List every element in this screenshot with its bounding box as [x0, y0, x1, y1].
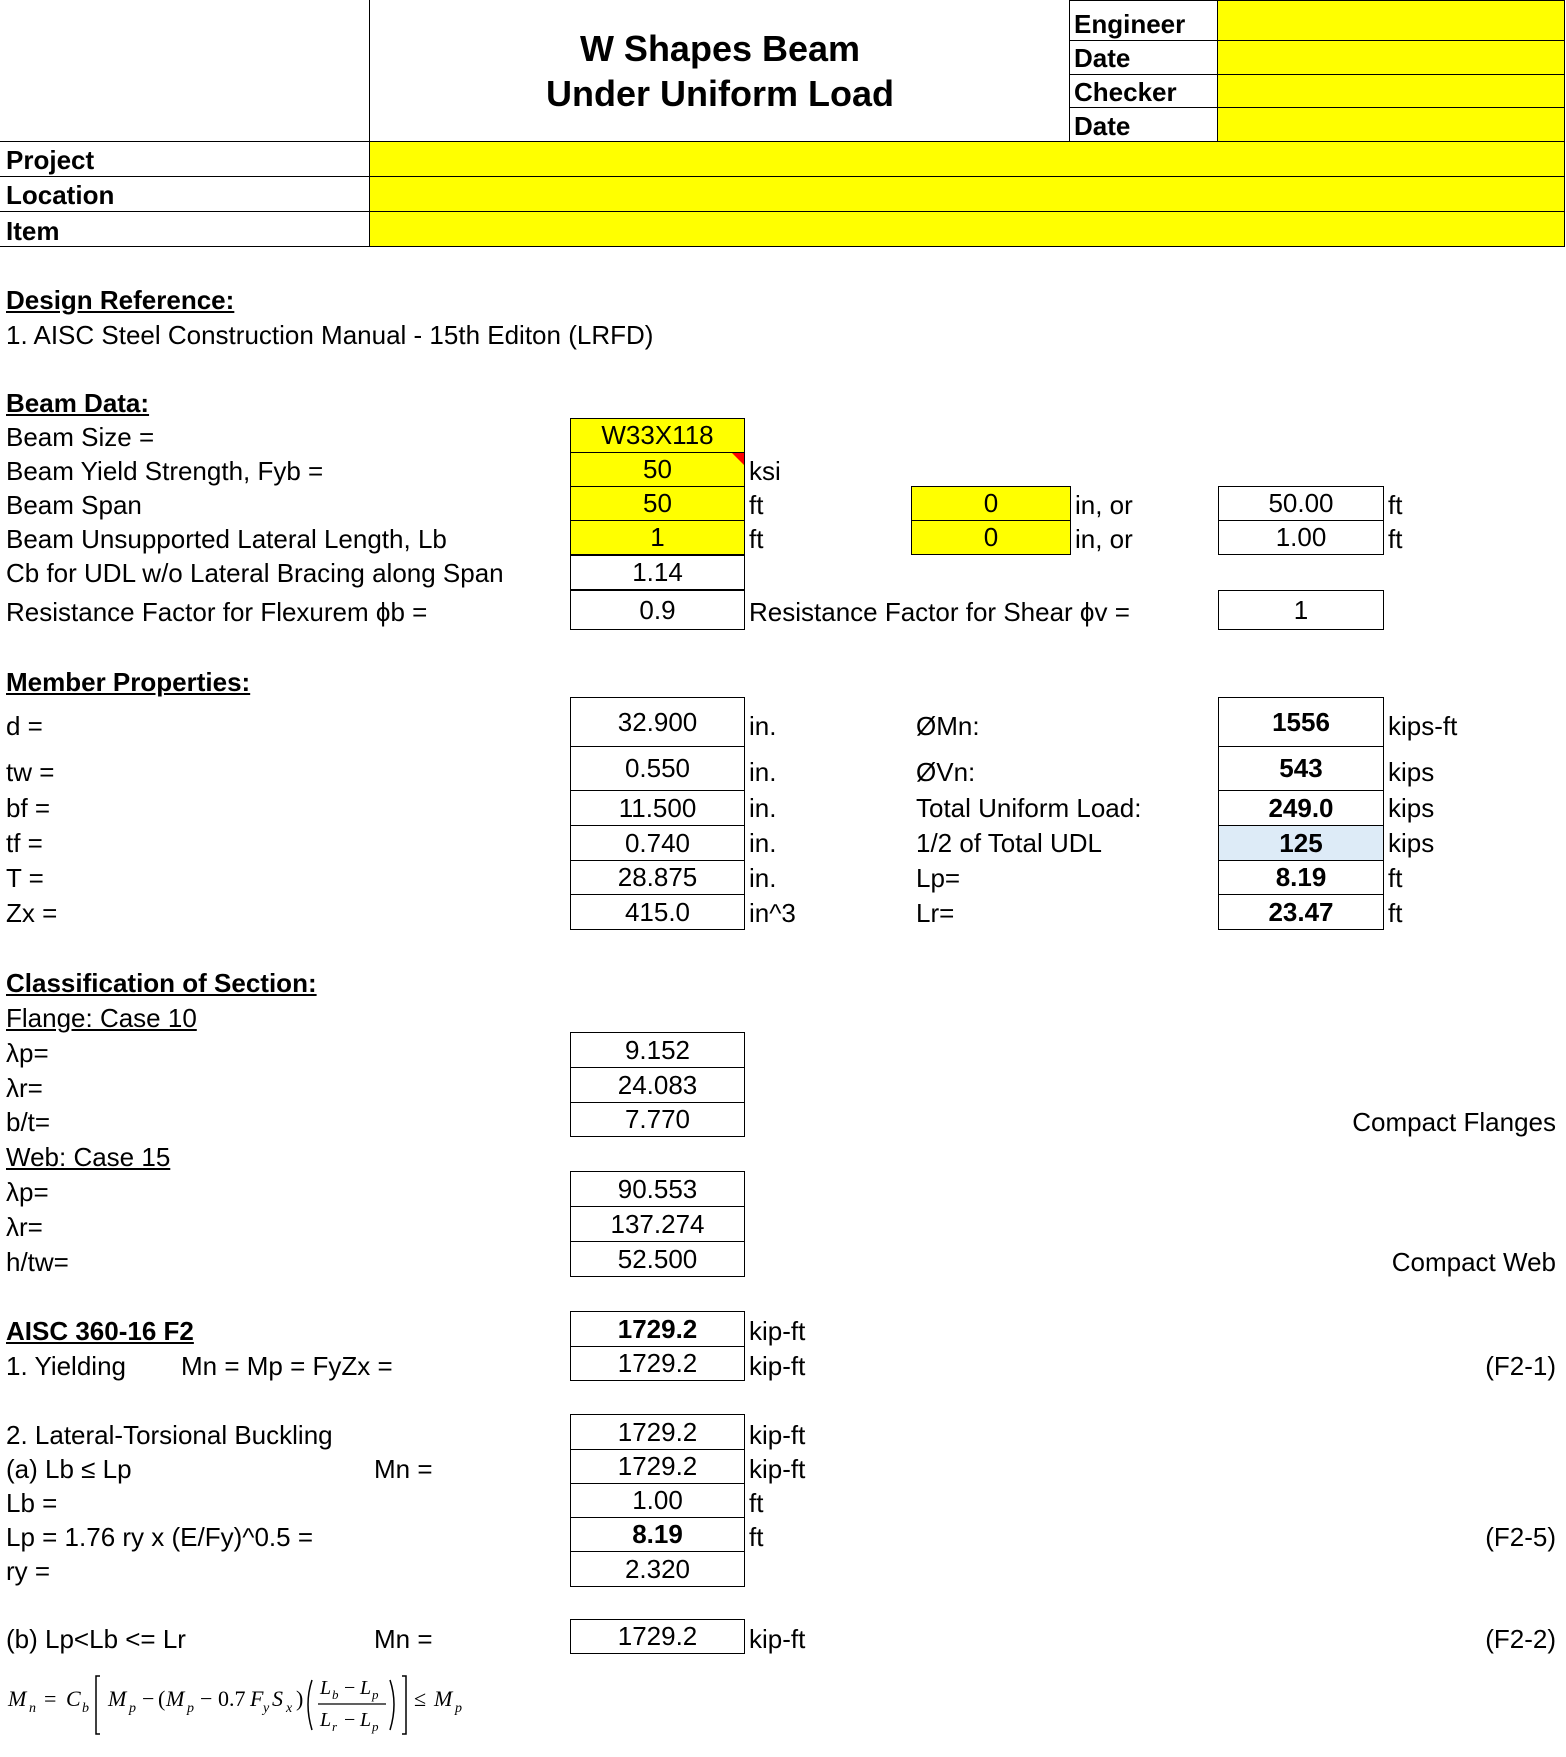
fyb-label: Beam Yield Strength, Fyb =: [6, 456, 324, 486]
prop-label-tw: tw =: [6, 757, 55, 787]
prop-value-d: 32.900: [570, 697, 745, 747]
span-label: Beam Span: [6, 490, 142, 520]
svg-text:0.7: 0.7: [218, 1686, 246, 1711]
lb-total-value: 1.00: [1218, 520, 1384, 555]
result-unit-phimn: kips-ft: [1388, 711, 1458, 741]
phiv-value: 1: [1218, 590, 1384, 630]
f2-heading: AISC 360-16 F2: [6, 1316, 194, 1346]
lp-formula-ref: (F2-5): [1485, 1522, 1556, 1552]
lb-in-unit: in, or: [1075, 524, 1133, 554]
span-in-unit: in, or: [1075, 490, 1133, 520]
fyb-unit: ksi: [749, 456, 781, 486]
engineer-label: Engineer: [1074, 9, 1186, 39]
prop-unit-tf: in.: [749, 828, 777, 858]
comment-marker-icon[interactable]: [732, 453, 744, 465]
flange-lambda-r-label: λr=: [6, 1073, 43, 1103]
ry-value: 2.320: [570, 1551, 745, 1587]
yielding-formula: Mn = Mp = FyZx =: [181, 1351, 393, 1381]
f2-heading-value: 1729.2: [570, 1311, 745, 1347]
case-a-mn-label: Mn =: [374, 1454, 433, 1484]
case-a-label: (a) Lb ≤ Lp: [6, 1454, 132, 1484]
title-line-1: W Shapes Beam: [579, 28, 861, 69]
title-line-2: Under Uniform Load: [546, 73, 894, 114]
lb-check-unit: ft: [749, 1488, 764, 1518]
svg-text:y: y: [263, 1701, 270, 1716]
ltb-equation-image: [4, 1658, 504, 1738]
svg-text:n: n: [29, 1701, 36, 1716]
beam-size-label: Beam Size =: [6, 422, 155, 452]
svg-text:L: L: [360, 1709, 372, 1731]
flange-lambda-p-label: λp=: [6, 1038, 49, 1068]
svg-text:L: L: [320, 1677, 332, 1699]
result-value-phimn: 1556: [1218, 697, 1384, 747]
svg-text:p: p: [187, 1701, 194, 1716]
lb-ft-input[interactable]: 1: [570, 520, 745, 555]
result-label-half-udl: 1/2 of Total UDL: [916, 828, 1102, 858]
svg-text:−: −: [344, 1677, 356, 1699]
lb-check-label: Lb =: [6, 1488, 58, 1518]
location-label: Location: [6, 180, 115, 210]
svg-text:M: M: [108, 1686, 127, 1711]
prop-label-zx: Zx =: [6, 898, 58, 928]
design-reference-heading: Design Reference:: [6, 285, 235, 315]
case-b-ref: (F2-2): [1485, 1624, 1556, 1654]
prop-unit-zx: in^3: [749, 898, 796, 928]
prop-label-T: T =: [6, 863, 44, 893]
lp-formula-value: 8.19: [570, 1517, 745, 1552]
flange-lambda-r-value: 24.083: [570, 1067, 745, 1103]
web-htw-label: h/tw=: [6, 1247, 69, 1277]
span-total-value: 50.00: [1218, 486, 1384, 521]
result-unit-lp: ft: [1388, 863, 1403, 893]
lp-formula-label: Lp = 1.76 ry x (E/Fy)^0.5 =: [6, 1522, 313, 1552]
prop-value-tf: 0.740: [570, 825, 745, 861]
svg-text:p: p: [455, 1701, 462, 1716]
svg-text:x: x: [286, 1701, 293, 1716]
result-unit-total-load: kips: [1388, 793, 1435, 823]
case-b-mn-label: Mn =: [374, 1624, 433, 1654]
web-htw-value: 52.500: [570, 1241, 745, 1277]
svg-text:r: r: [332, 1719, 338, 1734]
flange-bt-label: b/t=: [6, 1107, 51, 1137]
svg-text:S: S: [272, 1686, 283, 1711]
design-reference-item: 1. AISC Steel Construction Manual - 15th Editon (LRFD): [6, 320, 654, 350]
ltb-unit: kip-ft: [749, 1420, 806, 1450]
web-result: Compact Web: [1391, 1247, 1556, 1277]
prop-label-d: d =: [6, 711, 43, 741]
result-unit-phivn: kips: [1388, 757, 1435, 787]
item-label: Item: [6, 216, 60, 246]
page-title: [370, 26, 1070, 116]
ltb-value: 1729.2: [570, 1414, 745, 1450]
result-label-phimn: ØMn:: [916, 711, 980, 741]
cb-label: Cb for UDL w/o Lateral Bracing along Span: [6, 558, 504, 588]
web-lambda-p-value: 90.553: [570, 1171, 745, 1207]
prop-unit-tw: in.: [749, 757, 777, 787]
result-value-half-udl: 125: [1218, 825, 1384, 861]
result-value-lr: 23.47: [1218, 894, 1384, 930]
result-label-lp: Lp=: [916, 863, 961, 893]
prop-label-tf: tf =: [6, 828, 43, 858]
result-label-lr: Lr=: [916, 898, 955, 928]
lb-label: Beam Unsupported Lateral Length, Lb: [6, 524, 447, 554]
date-label: Date: [1074, 43, 1131, 73]
svg-text:M: M: [8, 1686, 27, 1711]
svg-text:−: −: [200, 1686, 213, 1711]
phiv-label: Resistance Factor for Shear ϕv =: [749, 597, 1130, 627]
svg-text:M: M: [434, 1686, 453, 1711]
prop-label-bf: bf =: [6, 793, 51, 823]
result-value-total-load: 249.0: [1218, 790, 1384, 826]
web-case-heading: Web: Case 15: [6, 1142, 171, 1172]
project-input-field[interactable]: [370, 142, 1564, 246]
result-unit-lr: ft: [1388, 898, 1403, 928]
svg-text:C: C: [66, 1686, 81, 1711]
lb-ft-unit: ft: [749, 524, 764, 554]
svg-text:p: p: [372, 1687, 379, 1702]
svg-text:M: M: [166, 1686, 185, 1711]
svg-text:b: b: [332, 1687, 339, 1702]
svg-text:≤: ≤: [414, 1686, 427, 1711]
result-value-lp: 8.19: [1218, 860, 1384, 895]
result-unit-half-udl: kips: [1388, 828, 1435, 858]
web-lambda-p-label: λp=: [6, 1177, 49, 1207]
ltb-label: 2. Lateral-Torsional Buckling: [6, 1420, 333, 1450]
result-label-total-load: Total Uniform Load:: [916, 793, 1142, 823]
prop-value-T: 28.875: [570, 860, 745, 895]
svg-text:p: p: [372, 1719, 379, 1734]
flange-result: Compact Flanges: [1352, 1107, 1556, 1137]
f2-heading-unit: kip-ft: [749, 1316, 806, 1346]
svg-text:L: L: [360, 1677, 372, 1699]
beam-data-heading: Beam Data:: [6, 388, 150, 418]
lb-total-unit: ft: [1388, 524, 1403, 554]
cb-value: 1.14: [570, 555, 745, 590]
svg-text:−: −: [142, 1686, 155, 1711]
case-b-label: (b) Lp<Lb <= Lr: [6, 1624, 186, 1654]
svg-text:F: F: [250, 1686, 264, 1711]
svg-text:p: p: [129, 1701, 136, 1716]
beam-size-input[interactable]: W33X118: [570, 418, 745, 453]
result-label-phivn: ØVn:: [916, 757, 976, 787]
prop-unit-T: in.: [749, 863, 777, 893]
engineer-input-field[interactable]: [1218, 1, 1564, 141]
yielding-label: 1. Yielding: [6, 1351, 126, 1381]
svg-text:): ): [296, 1686, 304, 1711]
svg-text:b: b: [82, 1701, 89, 1716]
check-date-label: Date: [1074, 111, 1131, 141]
case-b-unit: kip-ft: [749, 1624, 806, 1654]
svg-text:=: =: [44, 1686, 57, 1711]
project-label: Project: [6, 145, 95, 175]
svg-text:−: −: [344, 1709, 356, 1731]
span-ft-input[interactable]: 50: [570, 486, 745, 521]
lp-formula-unit: ft: [749, 1522, 764, 1552]
yielding-unit: kip-ft: [749, 1351, 806, 1381]
case-a-value: 1729.2: [570, 1449, 745, 1484]
span-ft-unit: ft: [749, 490, 764, 520]
member-properties-heading: Member Properties:: [6, 667, 251, 697]
prop-unit-bf: in.: [749, 793, 777, 823]
prop-value-bf: 11.500: [570, 790, 745, 826]
web-lambda-r-label: λr=: [6, 1212, 43, 1242]
case-a-unit: kip-ft: [749, 1454, 806, 1484]
lb-in-input[interactable]: 0: [911, 520, 1071, 555]
yielding-ref: (F2-1): [1485, 1351, 1556, 1381]
span-in-input[interactable]: 0: [911, 486, 1071, 521]
phib-label: Resistance Factor for Flexurem ϕb =: [6, 597, 428, 627]
case-b-value: 1729.2: [570, 1619, 745, 1654]
yielding-value: 1729.2: [570, 1346, 745, 1381]
flange-case-heading: Flange: Case 10: [6, 1003, 197, 1033]
span-total-unit: ft: [1388, 490, 1403, 520]
prop-unit-d: in.: [749, 711, 777, 741]
prop-value-tw: 0.550: [570, 746, 745, 791]
ry-label: ry =: [6, 1556, 51, 1586]
flange-bt-value: 7.770: [570, 1102, 745, 1137]
prop-value-zx: 415.0: [570, 894, 745, 930]
svg-text:(: (: [158, 1686, 166, 1711]
phib-value: 0.9: [570, 590, 745, 630]
result-value-phivn: 543: [1218, 746, 1384, 791]
checker-label: Checker: [1074, 77, 1177, 107]
lb-check-value: 1.00: [570, 1483, 745, 1518]
flange-lambda-p-value: 9.152: [570, 1032, 745, 1068]
web-lambda-r-value: 137.274: [570, 1206, 745, 1242]
classification-heading: Classification of Section:: [6, 968, 317, 998]
svg-text:L: L: [320, 1709, 332, 1731]
fyb-input[interactable]: 50: [570, 452, 745, 487]
